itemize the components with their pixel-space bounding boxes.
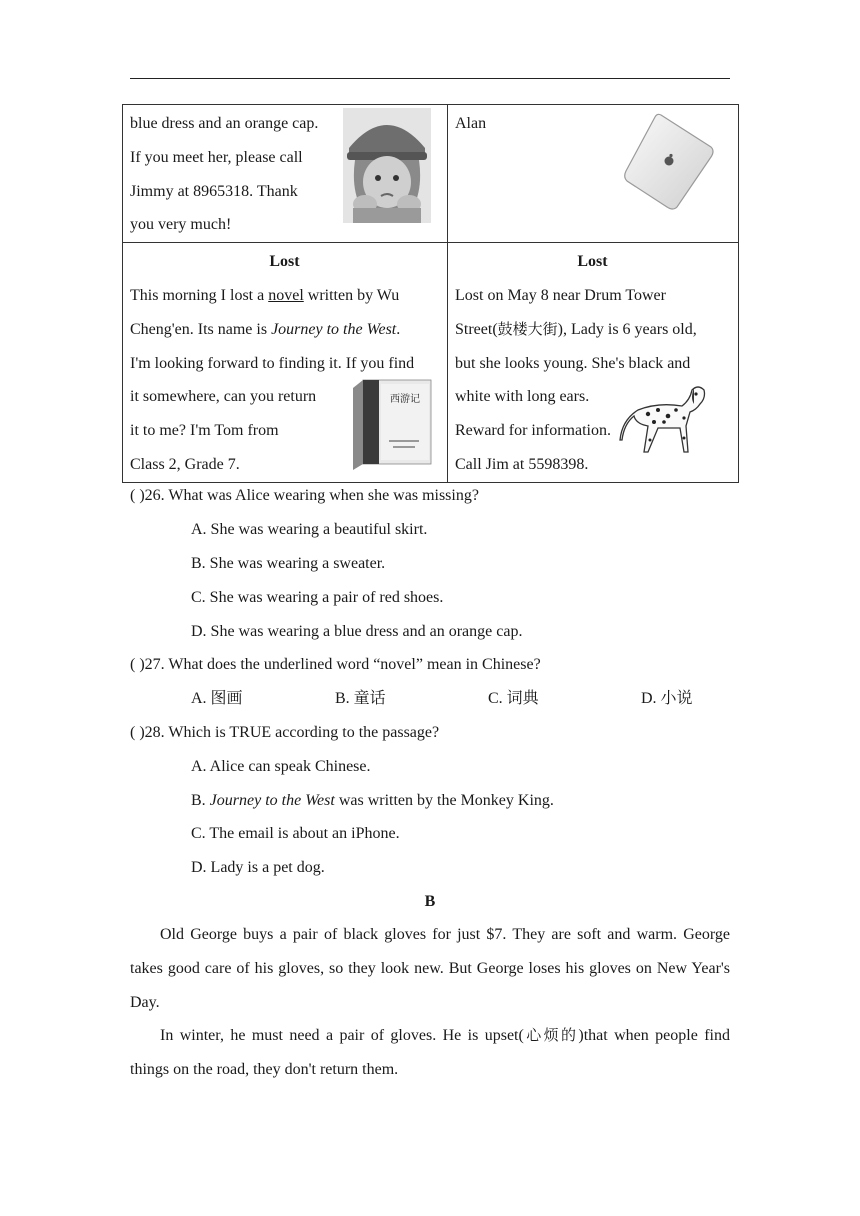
text-line: If you meet her, please call	[130, 148, 303, 166]
text-line: Street(鼓楼大街), Lady is 6 years old,	[455, 319, 697, 338]
text-line: Reward for information.	[455, 422, 611, 440]
text-line: Jimmy at 8965318. Thank	[130, 182, 298, 200]
notice-alan-ipad	[448, 105, 739, 243]
book-cover-title: 西游记	[390, 394, 420, 406]
text-line: This morning I lost a novel written by Wu	[130, 286, 400, 304]
header-rule	[130, 78, 730, 79]
ipad-image	[623, 111, 715, 211]
question-28-option-d: D. Lady is a pet dog.	[191, 859, 325, 876]
notice-heading: Lost	[577, 253, 608, 271]
question-27-option-b: B. 童话	[335, 690, 386, 707]
notice-lost-dog	[448, 243, 739, 483]
notice-missing-girl	[123, 105, 448, 243]
question-26-option-d: D. She was wearing a blue dress and an orange cap.	[191, 623, 523, 640]
text-line: blue dress and an orange cap.	[130, 115, 319, 132]
question-26-option-c: C. She was wearing a pair of red shoes.	[191, 589, 444, 606]
question-27-option-c: C. 词典	[488, 690, 539, 707]
underlined-word-novel: novel	[268, 286, 304, 304]
text-line: you very much!	[130, 216, 232, 234]
text-line: white with long ears.	[455, 388, 590, 406]
question-28-stem: ( )28. Which is TRUE according to the passage?	[130, 724, 440, 741]
text-line: Cheng'en. Its name is Journey to the West.	[130, 320, 401, 338]
book-image	[349, 378, 433, 470]
question-26-option-b: B. She was wearing a sweater.	[191, 555, 386, 572]
text-line: Call Jim at 5598398.	[455, 455, 589, 473]
notice-heading: Lost	[269, 253, 300, 271]
text-line: but she looks young. She's black and	[455, 354, 691, 372]
question-28-option-a: A. Alice can speak Chinese.	[191, 758, 371, 775]
question-27-stem: ( )27. What does the underlined word “novel” mean in Chinese?	[130, 656, 541, 673]
girl-photo	[343, 108, 431, 223]
question-28-option-c: C. The email is about an iPhone.	[191, 825, 400, 842]
passage-paragraph-1: Old George buys a pair of black gloves for just $7. They are soft and warm. George takes good care of his gloves, so they look new. But George loses his gloves on New Year's Day.	[130, 926, 730, 1011]
question-27-option-d: D. 小说	[641, 690, 693, 707]
question-27-option-a: A. 图画	[191, 690, 243, 707]
text-line: Lost on May 8 near Drum Tower	[455, 286, 666, 304]
text-line: it to me? I'm Tom from	[130, 422, 279, 440]
question-28-option-b: B. Journey to the West was written by the Monkey King.	[191, 792, 554, 809]
passage-b	[130, 918, 730, 1087]
passage-paragraph-2: In winter, he must need a pair of gloves. He is upset(心烦的)that when people find things on the road, they don't return them.	[130, 1026, 730, 1079]
question-26-stem: ( )26. What was Alice wearing when she was missing?	[130, 487, 479, 504]
text-line: it somewhere, can you return	[130, 388, 317, 406]
question-26-option-a: A. She was wearing a beautiful skirt.	[191, 521, 428, 538]
section-b-title: B	[424, 893, 436, 910]
text-line: I'm looking forward to finding it. If you find	[130, 354, 415, 372]
dalmatian-image	[618, 380, 708, 458]
notice-lost-novel	[123, 243, 448, 483]
notice-table	[122, 104, 739, 483]
text-line: Alan	[455, 115, 487, 132]
text-line: Class 2, Grade 7.	[130, 455, 240, 473]
